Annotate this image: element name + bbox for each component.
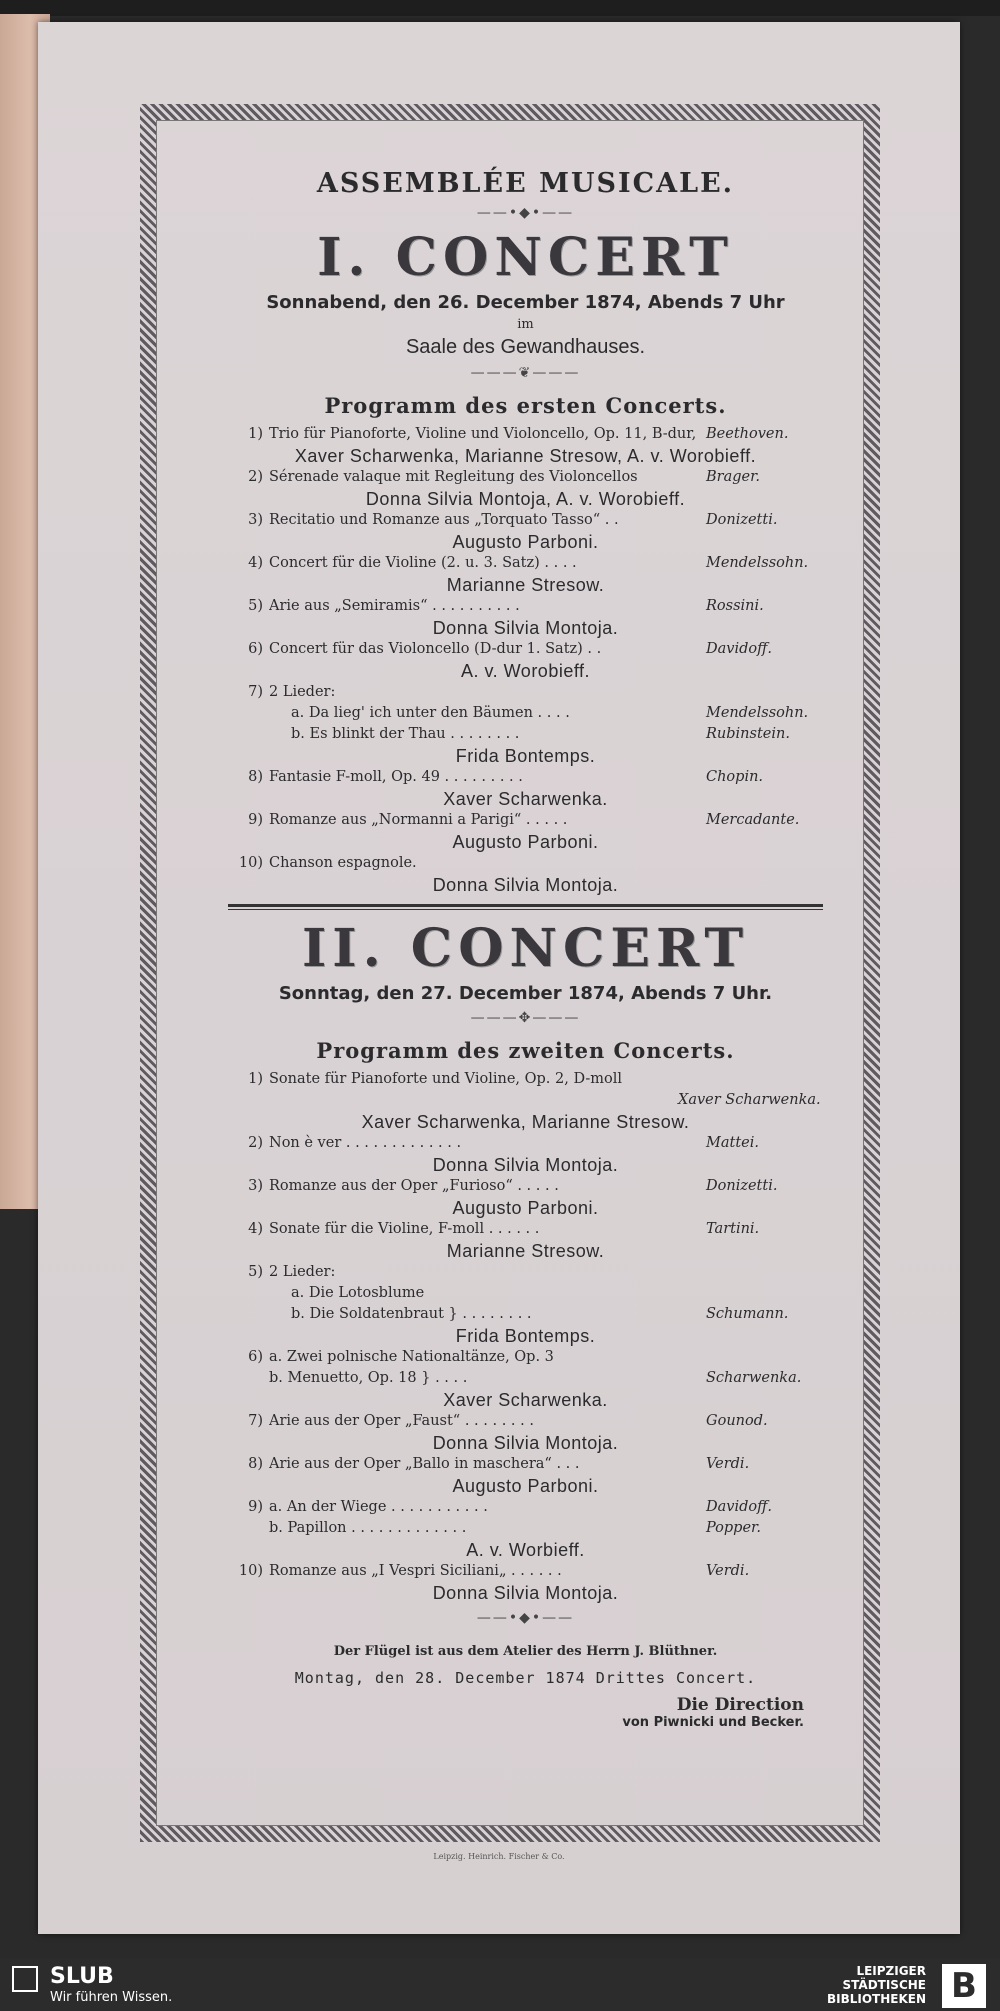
list-item [233, 510, 818, 553]
piece-title: Arie aus der Oper „Ballo in maschera“ . . . [269, 1456, 580, 1472]
piece-title: 2 Lieder: [269, 684, 336, 700]
concert1-im: im [517, 317, 534, 332]
item-number: 9) [248, 812, 263, 828]
ornament-divider: ——•◆•—— [476, 1610, 575, 1626]
concert2-list [233, 1069, 821, 1604]
slub-logo-icon [12, 1966, 38, 1992]
lsb-line: STÄDTISCHE [842, 1978, 926, 1992]
list-item [233, 639, 818, 682]
list-item [233, 467, 818, 510]
performers: Frida Bontemps. [455, 1326, 596, 1346]
composer: Verdi. [706, 1456, 750, 1472]
item-number: 1) [248, 1071, 263, 1087]
concert-program-page [38, 22, 960, 1934]
performers: Augusto Parboni. [452, 1198, 599, 1218]
composer: Rossini. [706, 598, 764, 614]
concert2-program-title: Programm des zweiten Concerts. [316, 1038, 735, 1063]
composer: Mercadante. [706, 812, 800, 828]
lsb-line: LEIPZIGER [856, 1964, 926, 1978]
item-number: 8) [248, 769, 263, 785]
ornament-divider: ——•◆•—— [476, 205, 575, 221]
performers: Frida Bontemps. [455, 746, 596, 766]
concert1-list [233, 424, 818, 896]
performers: Donna Silvia Montoja. [432, 1155, 619, 1175]
performers: Donna Silvia Montoja. [432, 875, 619, 895]
direction-signature [233, 1695, 818, 1730]
lsb-logo-icon: B [942, 1964, 986, 2008]
direction-label: Die Direction [676, 1695, 804, 1715]
composer: Donizetti. [706, 512, 778, 528]
piece-title: b. Die Soldatenbraut } . . . . . . . . [291, 1306, 532, 1322]
piece-title: Romanze aus „I Vespri Siciliani„ . . . . . . [269, 1563, 562, 1579]
item-number: 5) [248, 598, 263, 614]
performers: Donna Silvia Montoja. [432, 1433, 619, 1453]
item-number: 2) [248, 469, 263, 485]
piece-title: Sonate für die Violine, F-moll . . . . . . [269, 1221, 540, 1237]
list-item [233, 1454, 818, 1497]
list-item [233, 1262, 818, 1347]
composer: Scharwenka. [706, 1370, 802, 1386]
performers: Augusto Parboni. [452, 532, 599, 552]
direction-names: von Piwnicki und Becker. [622, 1715, 804, 1730]
item-number: 3) [248, 1178, 263, 1194]
piece-title: Arie aus der Oper „Faust“ . . . . . . . . [269, 1413, 534, 1429]
section-divider [228, 904, 823, 910]
concert1-hall: Saale des Gewandhauses. [405, 336, 646, 358]
performers: Xaver Scharwenka, Marianne Stresow, A. v. Worobieff. [294, 446, 757, 466]
list-item [233, 682, 818, 767]
performers: Marianne Stresow. [446, 1241, 605, 1261]
piece-title: Arie aus „Semiramis“ . . . . . . . . . . [269, 598, 520, 614]
slub-name: SLUB [50, 1964, 114, 1989]
composer: Mendelssohn. [706, 705, 809, 721]
third-concert-note: Montag, den 28. December 1874 Drittes Concert. [294, 1669, 757, 1687]
composer: Brager. [706, 469, 761, 485]
concert1-title: I. CONCERT [317, 227, 734, 288]
item-number: 2) [248, 1135, 263, 1151]
piece-title: Concert für die Violine (2. u. 3. Satz) . . . . [269, 555, 577, 571]
composer: Davidoff. [706, 641, 772, 657]
piece-title: b. Papillon . . . . . . . . . . . . . [269, 1520, 467, 1536]
list-item [233, 1219, 818, 1262]
concert2-title: II. CONCERT [301, 918, 750, 979]
list-item [233, 1411, 818, 1454]
piece-title: Trio für Pianoforte, Violine und Violoncello, Op. 11, B-dur, [269, 426, 697, 442]
lsb-name [827, 1964, 926, 2006]
item-number: 5) [248, 1264, 263, 1280]
performers: Xaver Scharwenka. [443, 1390, 608, 1410]
performers: Marianne Stresow. [446, 575, 605, 595]
piece-title: a. Zwei polnische Nationaltänze, Op. 3 [269, 1349, 554, 1365]
item-number: 4) [248, 555, 263, 571]
list-item [233, 810, 818, 853]
piece-title: Chanson espagnole. [269, 855, 417, 871]
piece-title: b. Menuetto, Op. 18 } . . . . [269, 1370, 468, 1386]
piano-note: Der Flügel ist aus dem Atelier des Herrn J. Blüthner. [333, 1644, 718, 1659]
composer: Xaver Scharwenka. [678, 1092, 821, 1108]
ornament-divider: ———✥——— [470, 1010, 581, 1026]
slub-tagline: Wir führen Wissen. [50, 1990, 173, 2005]
piece-title: Fantasie F-moll, Op. 49 . . . . . . . . . [269, 769, 523, 785]
item-number: 6) [248, 1349, 263, 1365]
item-number: 7) [248, 1413, 263, 1429]
performers: Augusto Parboni. [452, 832, 599, 852]
item-number: 4) [248, 1221, 263, 1237]
concert2-date: Sonntag, den 27. December 1874, Abends 7 Uhr. [278, 983, 773, 1004]
lsb-line: BIBLIOTHEKEN [826, 1992, 926, 2006]
item-number: 1) [248, 426, 263, 442]
composer: Mendelssohn. [706, 555, 809, 571]
item-number: 6) [248, 641, 263, 657]
piece-title: a. Da lieg' ich unter den Bäumen . . . . [291, 705, 570, 721]
piece-title: Romanze aus der Oper „Furioso“ . . . . . [269, 1178, 559, 1194]
item-number: 3) [248, 512, 263, 528]
list-item [233, 1176, 818, 1219]
composer: Beethoven. [706, 426, 789, 442]
header-title: ASSEMBLÉE MUSICALE. [316, 168, 735, 199]
library-footer-bar [0, 1958, 1000, 2011]
performers: Xaver Scharwenka, Marianne Stresow. [361, 1112, 690, 1132]
piece-title: Sérenade valaque mit Regleitung des Violoncellos [269, 469, 638, 485]
concert1-date: Sonnabend, den 26. December 1874, Abends 7 Uhr [266, 292, 785, 313]
piece-title: b. Es blinkt der Thau . . . . . . . . [291, 726, 520, 742]
piece-title: a. An der Wiege . . . . . . . . . . . [269, 1499, 488, 1515]
program-content [233, 162, 821, 1730]
composer: Verdi. [706, 1563, 750, 1579]
performers: Augusto Parboni. [452, 1476, 599, 1496]
item-number: 8) [248, 1456, 263, 1472]
composer: Tartini. [706, 1221, 760, 1237]
list-item [233, 1347, 818, 1411]
performers: Donna Silvia Montoja. [432, 1583, 619, 1603]
piece-title: Concert für das Violoncello (D-dur 1. Satz) . . [269, 641, 602, 657]
composer: Donizetti. [706, 1178, 778, 1194]
composer: Chopin. [706, 769, 764, 785]
performers: Donna Silvia Montoja. [432, 618, 619, 638]
item-number: 10) [238, 1563, 263, 1579]
composer: Davidoff. [706, 1499, 772, 1515]
list-item [233, 553, 818, 596]
top-strip [0, 0, 1000, 16]
item-number: 7) [248, 684, 263, 700]
list-item [233, 853, 818, 896]
ornament-divider: ———❦——— [470, 365, 581, 381]
list-item [233, 1133, 818, 1176]
item-number: 10) [238, 855, 263, 871]
performers: Xaver Scharwenka. [443, 789, 608, 809]
composer: Popper. [706, 1520, 761, 1536]
piece-title: Romanze aus „Normanni a Parigi“ . . . . . [269, 812, 568, 828]
composer: Schumann. [706, 1306, 789, 1322]
piece-title: Sonate für Pianoforte und Violine, Op. 2, D-moll [269, 1071, 623, 1087]
list-item [233, 424, 818, 467]
composer [706, 853, 818, 874]
printer-line: Leipzig. Heinrich. Fischer & Co. [433, 1852, 565, 1861]
composer: Gounod. [706, 1413, 768, 1429]
list-item [233, 1069, 821, 1133]
composer: Rubinstein. [706, 726, 790, 742]
list-item [233, 767, 818, 810]
piece-title: Recitatio und Romanze aus „Torquato Tasso“ . . [269, 512, 619, 528]
performers: A. v. Worbieff. [466, 1540, 585, 1560]
list-item [233, 1497, 818, 1561]
performers: Donna Silvia Montoja, A. v. Worobieff. [365, 489, 686, 509]
item-number: 9) [248, 1499, 263, 1515]
piece-title: 2 Lieder: [269, 1264, 336, 1280]
composer: Mattei. [706, 1135, 759, 1151]
performers: A. v. Worobieff. [460, 661, 591, 681]
piece-title: a. Die Lotosblume [291, 1285, 425, 1301]
list-item [233, 596, 818, 639]
piece-title: Non è ver . . . . . . . . . . . . . [269, 1135, 462, 1151]
concert1-program-title: Programm des ersten Concerts. [324, 393, 727, 418]
list-item [233, 1561, 818, 1604]
